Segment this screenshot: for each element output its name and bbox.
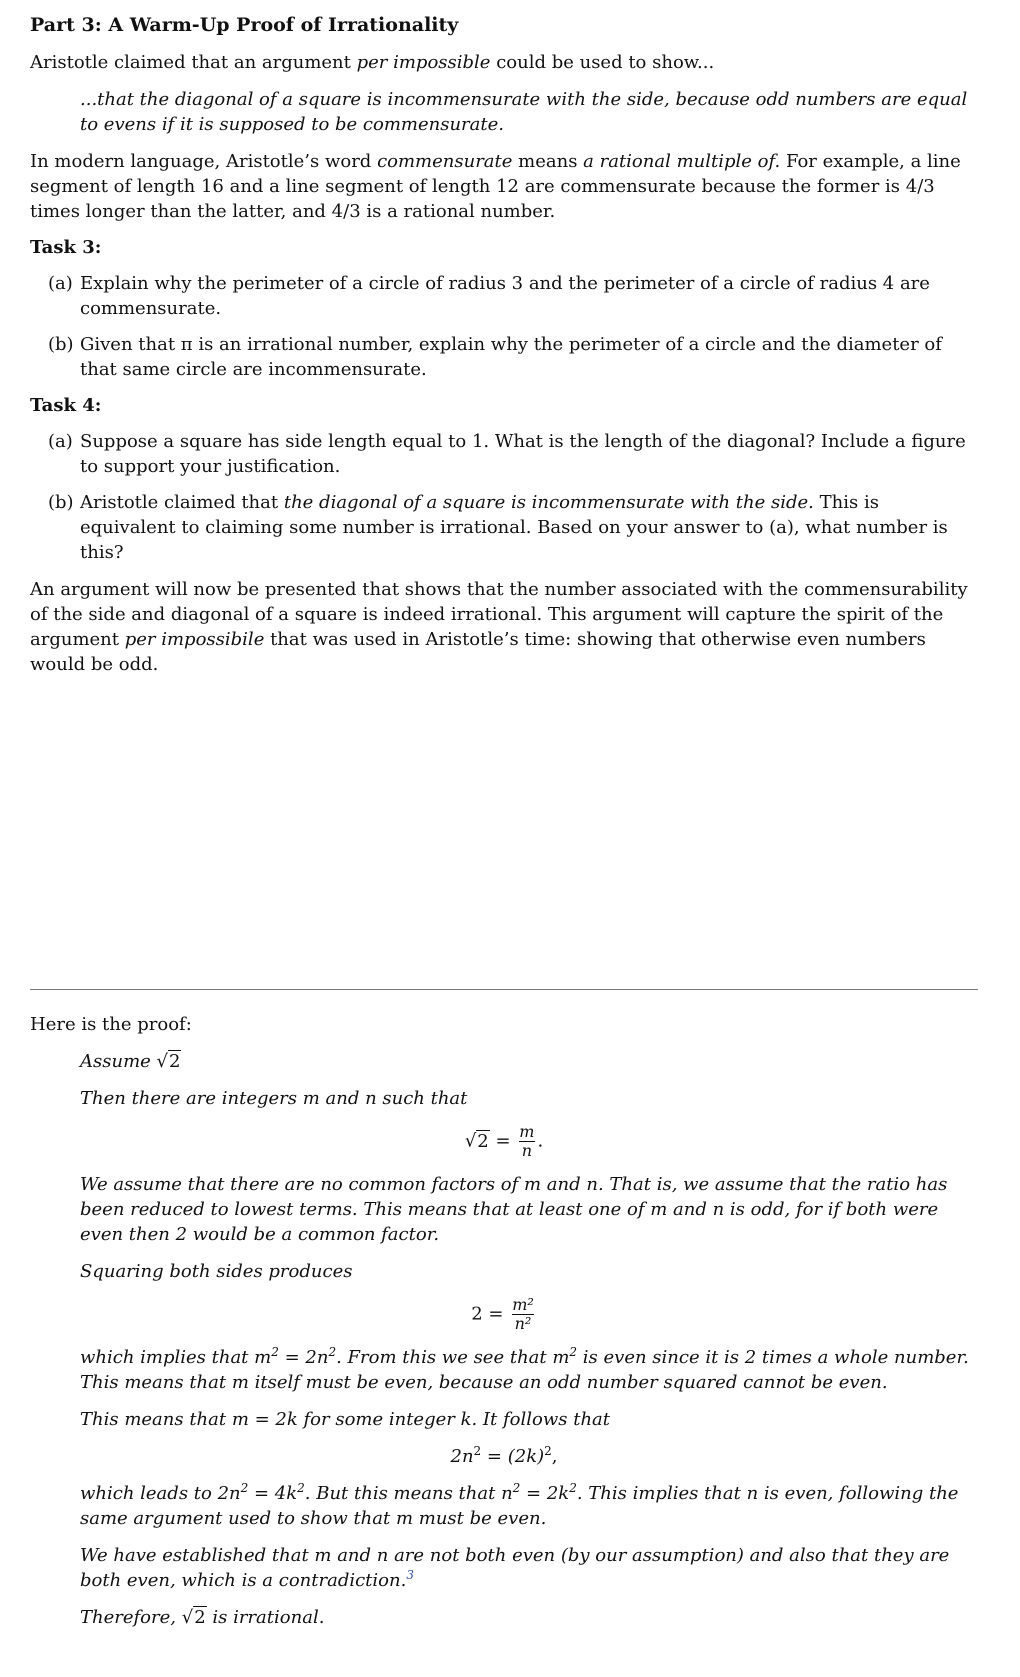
- proof-then: Then there are integers m and n such that: [80, 1088, 468, 1109]
- proof-squaring: Squaring both sides produces: [80, 1261, 353, 1282]
- sqrt-2: √2: [156, 1051, 181, 1072]
- proof-means: This means that m = 2k for some integer k. It follows that: [80, 1409, 611, 1430]
- answer-space: [30, 677, 978, 989]
- equation-sqrt2-ratio: √2 = $\frac{m}{n}$ .: [464, 1122, 544, 1160]
- item-label: (b): [48, 492, 74, 513]
- proof-therefore: Therefore, √2 is irrational.: [80, 1607, 325, 1628]
- proof-leads: which leads to $2n^2 = 4k^2$. But this means that $n^2 = 2k^2$. This implies that n is even, following the same argument used to show that m must be even.: [80, 1481, 959, 1529]
- sqrt-2: √2: [464, 1130, 489, 1152]
- proof-established: We have established that m and n are not both even (by our assumption) and also that they are both even, which is a contradiction.$^3$: [80, 1545, 950, 1591]
- item-label: (a): [48, 273, 73, 294]
- fraction-m-over-n: $\frac{m}{n}$: [519, 1122, 535, 1160]
- item-text: Explain why the perimeter of a circle of radius 3 and the perimeter of a circle of radius 4 are commensurate.: [80, 273, 930, 319]
- aristotle-quote: ...that the diagonal of a square is incommensurate with the side, because odd numbers are equal to evens if it is supposed to be commensurate.: [80, 89, 968, 135]
- proof-assume: Assume √2: [80, 1051, 181, 1072]
- item-text: Given that π is an irrational number, explain why the perimeter of a circle and the diameter of that same circle are incommensurate.: [80, 334, 942, 380]
- task-3a: [48, 271, 978, 321]
- item-text: Aristotle claimed that the diagonal of a square is incommensurate with the side. This is equivalent to claiming some number is irrational. Based on your answer to (a), what number is this?: [80, 492, 948, 563]
- proof-common-factors: We assume that there are no common factors of m and n. That is, we assume that the ratio has been reduced to lowest terms. This means that at least one of m and n is odd, for if both were even then 2 would be a common factor.: [80, 1174, 948, 1245]
- task-3-title: Task 3:: [30, 237, 102, 258]
- section-heading: Part 3: A Warm-Up Proof of Irrationality: [30, 14, 459, 36]
- item-label: (b): [48, 334, 74, 355]
- task-3b: [48, 332, 978, 382]
- fraction-m2-over-n2: $\frac{\text{m²}}{\text{n²}}$: [512, 1295, 534, 1333]
- argument-paragraph: An argument will now be presented that shows that the number associated with the commensurability of the side and diagonal of a square is indeed irrational. This argument will capture the spirit of the argument per impossibile that was used in Aristotle’s time: showing that otherwise even numbers would be odd.: [30, 579, 968, 675]
- divider-rule: [30, 989, 978, 990]
- proof-intro: Here is the proof:: [30, 1014, 192, 1035]
- task-4-title: Task 4:: [30, 395, 102, 416]
- document-page: [30, 12, 978, 1630]
- footnote-link[interactable]: 3: [406, 1568, 414, 1582]
- equation-2n2-2k2: $2n^2 = (2k)^2$,: [450, 1444, 558, 1467]
- item-label: (a): [48, 431, 73, 452]
- sqrt-2: √2: [181, 1607, 206, 1628]
- proof-implies: which implies that $m^2 = 2n^2$. From this we see that $m^2$ is even since it is 2 times a whole number. This means that m itself must be even, because an odd number squared cannot be even.: [80, 1345, 969, 1393]
- item-text: Suppose a square has side length equal to 1. What is the length of the diagonal? Include a figure to support your justification.: [80, 431, 966, 477]
- equation-2-ratio-squares: 2 = $\frac{\text{m²}}{\text{n²}}$: [30, 1296, 978, 1333]
- task-4b: [48, 490, 978, 565]
- task-4a: [48, 429, 978, 479]
- intro-paragraph: Aristotle claimed that an argument per impossible could be used to show...: [30, 52, 715, 73]
- modern-language-paragraph: In modern language, Aristotle’s word commensurate means a rational multiple of. For example, a line segment of length 16 and a line segment of length 12 are commensurate because the former is 4/3 times longer than the latter, and 4/3 is a rational number.: [30, 151, 961, 222]
